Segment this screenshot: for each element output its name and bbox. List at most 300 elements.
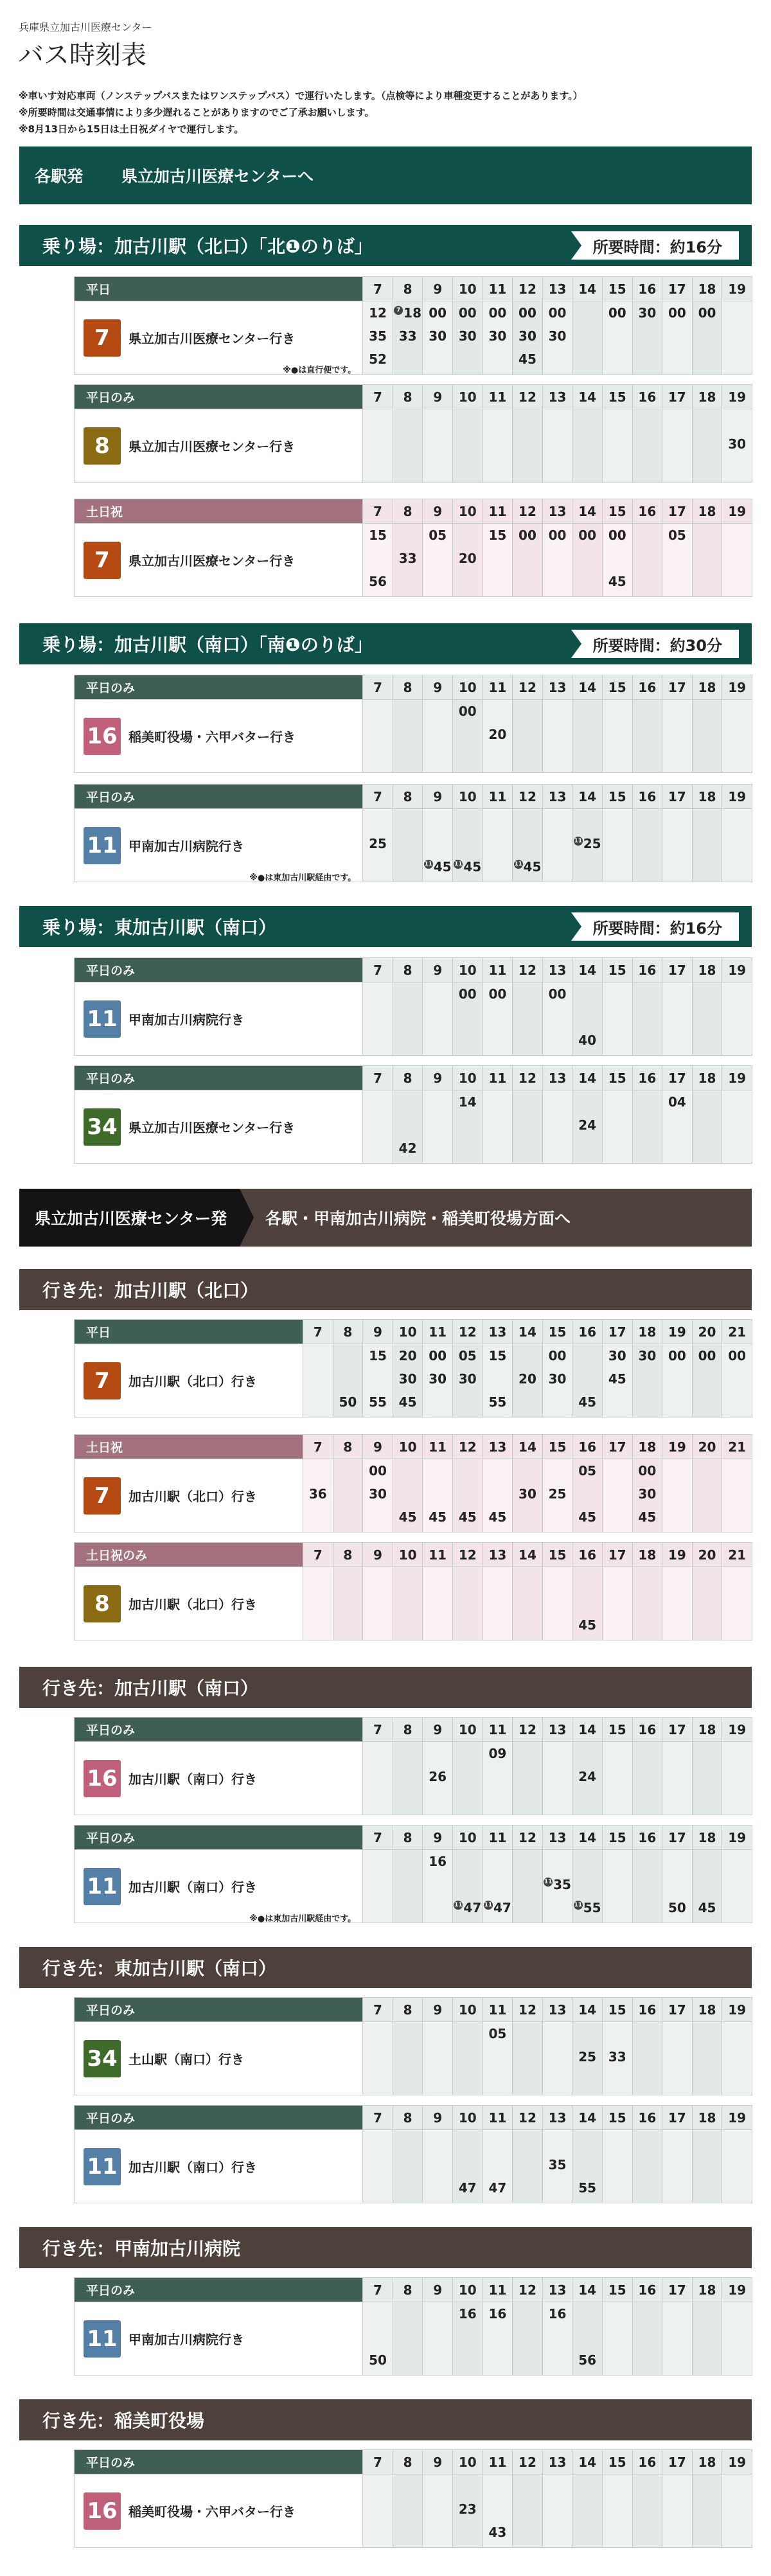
time-cell xyxy=(452,2022,483,2095)
hour-header: 19 xyxy=(722,385,752,409)
time-cell xyxy=(513,409,543,483)
hour-header: 21 xyxy=(722,1543,752,1567)
day-type-label: 土日祝のみ xyxy=(75,1543,303,1567)
departure-time: 00 xyxy=(458,986,477,1002)
departure-time: 05 xyxy=(429,528,447,543)
hour-header: 14 xyxy=(572,2106,603,2130)
time-cell xyxy=(513,2474,543,2548)
hour-header: 13 xyxy=(542,499,572,524)
time-cell xyxy=(602,1090,632,1164)
departure-time: 40 xyxy=(578,1033,597,1048)
time-cell xyxy=(722,982,752,1056)
time-cell xyxy=(452,1742,483,1815)
time-cell xyxy=(542,1742,572,1815)
hour-header: 21 xyxy=(722,1320,752,1344)
hour-header: 15 xyxy=(602,958,632,982)
departure-time: 30 xyxy=(518,328,536,344)
hour-header: 8 xyxy=(393,277,423,301)
hour-header: 17 xyxy=(662,675,693,700)
departure-time: 1145 xyxy=(514,859,542,875)
hour-header: 10 xyxy=(393,1435,423,1459)
direction-tag-text: 各駅発 xyxy=(35,167,84,186)
hour-header: 11 xyxy=(483,1066,513,1090)
route-destination: 土山駅（南口）行き xyxy=(128,2052,244,2067)
departure-time: 45 xyxy=(429,1509,447,1525)
time-cell xyxy=(452,524,483,597)
departure-time: 1125 xyxy=(574,836,601,851)
hour-header: 12 xyxy=(513,2278,543,2302)
departure-time: 30 xyxy=(728,436,747,452)
time-cell xyxy=(333,1459,363,1532)
hour-header: 8 xyxy=(393,385,423,409)
departure-time: 24 xyxy=(578,1769,597,1784)
hour-header: 17 xyxy=(602,1320,632,1344)
hour-header: 17 xyxy=(662,1825,693,1850)
direction-banner xyxy=(19,147,752,204)
route-cell xyxy=(75,2130,363,2203)
time-cell xyxy=(722,2022,752,2095)
time-cell xyxy=(692,1567,722,1640)
route-destination: 加古川駅（南口）行き xyxy=(128,1772,257,1787)
hour-header: 19 xyxy=(662,1320,693,1344)
time-cell xyxy=(363,1567,393,1640)
day-type-label: 平日のみ xyxy=(75,1718,363,1742)
route-destination: 加古川駅（南口）行き xyxy=(128,1879,257,1895)
time-cell xyxy=(423,1459,453,1532)
hour-header: 18 xyxy=(692,2278,722,2302)
time-cell xyxy=(393,809,423,882)
time-cell xyxy=(602,2022,632,2095)
hour-header: 7 xyxy=(363,1825,393,1850)
route-cell xyxy=(75,301,363,375)
time-cell xyxy=(303,1567,333,1640)
hour-header: 12 xyxy=(513,1825,543,1850)
departure-time: 00 xyxy=(548,305,567,321)
time-cell xyxy=(513,2130,543,2203)
time-cell xyxy=(572,2302,603,2376)
hour-header: 16 xyxy=(632,1825,662,1850)
hour-header: 10 xyxy=(393,1543,423,1567)
table-header-row xyxy=(75,2450,752,2474)
hour-header: 11 xyxy=(483,1998,513,2022)
hour-header: 18 xyxy=(692,1718,722,1742)
time-cell xyxy=(393,2474,423,2548)
route-destination: 甲南加古川病院行き xyxy=(128,839,244,854)
hour-header: 10 xyxy=(452,675,483,700)
departure-time: 45 xyxy=(578,1509,597,1525)
hour-header: 7 xyxy=(303,1543,333,1567)
table-row xyxy=(75,700,752,773)
hour-header: 8 xyxy=(333,1320,363,1344)
hour-header: 17 xyxy=(662,499,693,524)
hour-header: 8 xyxy=(393,2278,423,2302)
timetable xyxy=(74,1825,752,1923)
time-cell xyxy=(452,301,483,375)
day-type-label: 平日 xyxy=(75,1320,303,1344)
route-cell xyxy=(75,1742,363,1815)
hour-header: 15 xyxy=(602,785,632,809)
hour-header: 13 xyxy=(542,675,572,700)
time-cell xyxy=(363,1090,393,1164)
hour-header: 16 xyxy=(632,2106,662,2130)
time-cell xyxy=(393,1090,423,1164)
hour-header: 8 xyxy=(393,499,423,524)
route-note: ※●は東加古川駅経由です。 xyxy=(249,873,357,883)
hour-header: 7 xyxy=(363,2278,393,2302)
departure-time: 45 xyxy=(578,1394,597,1410)
hour-header: 18 xyxy=(692,499,722,524)
route-destination: 加古川駅（北口）行き xyxy=(128,1374,257,1389)
hour-header: 12 xyxy=(513,385,543,409)
time-cell xyxy=(602,1742,632,1815)
route-number-badge: 16 xyxy=(84,1760,121,1797)
hour-header: 15 xyxy=(542,1435,572,1459)
table-row xyxy=(75,524,752,597)
departure-time: 30 xyxy=(518,1486,536,1502)
departure-time: 00 xyxy=(578,528,597,543)
hour-header: 11 xyxy=(423,1543,453,1567)
hour-header: 11 xyxy=(483,1825,513,1850)
time-cell xyxy=(572,524,603,597)
departure-time: 15 xyxy=(488,528,507,543)
hour-header: 14 xyxy=(572,277,603,301)
hour-header: 13 xyxy=(542,2106,572,2130)
departure-time: 45 xyxy=(398,1509,417,1525)
timetable xyxy=(74,1319,752,1417)
time-cell xyxy=(542,2130,572,2203)
hour-header: 15 xyxy=(542,1320,572,1344)
note-line: ※車いす対応車両（ノンステップバスまたはワンステップバス）で運行いたします。（点検等により車種変更することがあります。） xyxy=(19,90,583,102)
hour-header: 9 xyxy=(423,785,453,809)
time-cell xyxy=(542,1850,572,1923)
section-title: 行き先：甲南加古川病院 xyxy=(42,2238,241,2259)
section-banner xyxy=(19,1269,752,1310)
time-cell xyxy=(632,1459,662,1532)
hour-header: 10 xyxy=(452,2278,483,2302)
section-title: 乗り場：東加古川駅（南口） xyxy=(42,917,277,938)
time-cell xyxy=(423,2474,453,2548)
section-banner xyxy=(19,623,752,664)
day-type-label: 土日祝 xyxy=(75,499,363,524)
hour-header: 16 xyxy=(632,277,662,301)
departure-time: 00 xyxy=(638,1463,657,1479)
time-cell xyxy=(542,700,572,773)
time-cell xyxy=(602,2130,632,2203)
departure-time: 33 xyxy=(398,328,417,344)
hour-header: 12 xyxy=(513,1066,543,1090)
time-cell xyxy=(483,1459,513,1532)
route-number-badge: 34 xyxy=(84,2040,121,2077)
time-cell xyxy=(572,409,603,483)
section-title: 乗り場：加古川駅（南口）「南❶のりば」 xyxy=(42,634,373,655)
route-cell xyxy=(75,2474,363,2548)
timetable xyxy=(74,499,752,597)
departure-time: 30 xyxy=(398,1371,417,1387)
hour-header: 18 xyxy=(632,1543,662,1567)
time-cell xyxy=(513,2022,543,2095)
time-cell xyxy=(572,301,603,375)
route-number-badge: 11 xyxy=(84,1000,121,1038)
hour-header: 12 xyxy=(513,1718,543,1742)
hour-header: 8 xyxy=(393,1998,423,2022)
hour-header: 8 xyxy=(393,1066,423,1090)
route-cell xyxy=(75,409,363,483)
hour-header: 9 xyxy=(423,385,453,409)
hour-header: 13 xyxy=(542,1718,572,1742)
time-cell xyxy=(333,1567,363,1640)
time-cell xyxy=(542,2022,572,2095)
note-line: ※所要時間は交通事情により多少遅れることがありますのでご了承お願いします。 xyxy=(19,107,375,118)
time-cell xyxy=(483,2474,513,2548)
hour-header: 15 xyxy=(602,2278,632,2302)
time-cell xyxy=(692,524,722,597)
time-cell xyxy=(542,524,572,597)
route-number-badge: 7 xyxy=(84,1362,121,1399)
time-cell xyxy=(602,1850,632,1923)
hour-header: 10 xyxy=(452,785,483,809)
hour-header: 7 xyxy=(303,1320,333,1344)
timetable xyxy=(74,1542,752,1640)
hour-header: 14 xyxy=(572,675,603,700)
time-cell xyxy=(363,1459,393,1532)
time-cell xyxy=(423,982,453,1056)
section-banner xyxy=(19,906,752,947)
route-cell xyxy=(75,982,363,1056)
time-cell xyxy=(542,1090,572,1164)
time-cell xyxy=(632,1344,662,1417)
departure-time: 56 xyxy=(369,574,387,589)
section-title: 行き先：稲美町役場 xyxy=(42,2410,205,2431)
time-cell xyxy=(572,1459,603,1532)
hour-header: 9 xyxy=(423,1718,453,1742)
time-cell xyxy=(542,1344,572,1417)
time-cell xyxy=(542,301,572,375)
time-cell xyxy=(423,524,453,597)
table-row xyxy=(75,2302,752,2376)
departure-time: 20 xyxy=(398,1348,417,1364)
hour-header: 18 xyxy=(692,2106,722,2130)
time-cell xyxy=(602,2302,632,2376)
departure-time: 50 xyxy=(668,1900,686,1915)
timetable xyxy=(74,2105,752,2203)
departure-time: 36 xyxy=(308,1486,327,1502)
day-type-label: 平日のみ xyxy=(75,2450,363,2474)
hour-header: 17 xyxy=(662,2278,693,2302)
departure-time: 00 xyxy=(458,305,477,321)
table-row xyxy=(75,301,752,375)
time-cell xyxy=(632,2474,662,2548)
time-cell xyxy=(423,1567,453,1640)
hour-header: 16 xyxy=(632,385,662,409)
departure-time: 55 xyxy=(488,1394,507,1410)
day-type-label: 平日のみ xyxy=(75,785,363,809)
hour-header: 11 xyxy=(423,1435,453,1459)
departure-time: 35 xyxy=(369,328,387,344)
time-cell xyxy=(483,409,513,483)
timetable xyxy=(74,384,752,483)
departure-time: 05 xyxy=(458,1348,477,1364)
time-cell xyxy=(602,1567,632,1640)
direction-text: 県立加古川医療センターへ xyxy=(121,167,314,186)
time-cell xyxy=(363,700,393,773)
route-note: ※●は直行便です。 xyxy=(283,366,357,375)
time-cell xyxy=(662,1742,693,1815)
departure-time: 00 xyxy=(518,305,536,321)
hour-header: 13 xyxy=(542,1825,572,1850)
route-note: ※●は東加古川駅経由です。 xyxy=(249,1914,357,1924)
hour-header: 20 xyxy=(692,1320,722,1344)
hour-header: 9 xyxy=(423,958,453,982)
direction-text: 各駅・甲南加古川病院・稲美町役場方面へ xyxy=(265,1209,571,1228)
departure-time: 55 xyxy=(578,2180,597,2196)
hour-header: 9 xyxy=(423,1998,453,2022)
time-cell xyxy=(722,1567,752,1640)
time-cell xyxy=(692,409,722,483)
direction-tag xyxy=(19,147,96,204)
hour-header: 15 xyxy=(602,1718,632,1742)
time-cell xyxy=(632,1850,662,1923)
hour-header: 19 xyxy=(722,958,752,982)
time-cell xyxy=(452,1850,483,1923)
time-cell xyxy=(452,809,483,882)
departure-time: 45 xyxy=(608,1371,626,1387)
time-cell xyxy=(602,524,632,597)
day-type-label: 土日祝 xyxy=(75,1435,303,1459)
route-cell xyxy=(75,809,363,882)
hour-header: 20 xyxy=(692,1435,722,1459)
hour-header: 10 xyxy=(452,1066,483,1090)
time-cell xyxy=(363,1742,393,1815)
departure-time: 20 xyxy=(458,551,477,566)
timetable xyxy=(74,1434,752,1532)
time-cell xyxy=(483,1850,513,1923)
time-cell xyxy=(513,1459,543,1532)
departure-time: 1145 xyxy=(424,859,452,875)
hour-header: 12 xyxy=(513,785,543,809)
day-type-label: 平日のみ xyxy=(75,675,363,700)
hour-header: 12 xyxy=(452,1543,483,1567)
hour-header: 10 xyxy=(452,1998,483,2022)
direction-tag xyxy=(19,1189,240,1247)
time-cell xyxy=(483,2302,513,2376)
time-cell xyxy=(692,2130,722,2203)
hour-header: 17 xyxy=(662,1998,693,2022)
hour-header: 19 xyxy=(662,1543,693,1567)
time-cell xyxy=(722,1344,752,1417)
time-cell xyxy=(513,524,543,597)
hour-header: 8 xyxy=(393,1718,423,1742)
time-cell xyxy=(393,301,423,375)
hour-header: 14 xyxy=(572,1066,603,1090)
time-cell xyxy=(632,700,662,773)
departure-time: 45 xyxy=(698,1900,716,1915)
time-cell xyxy=(632,301,662,375)
departure-time: 14 xyxy=(458,1094,477,1110)
time-cell xyxy=(722,301,752,375)
route-destination: 加古川駅（南口）行き xyxy=(128,2160,257,2175)
time-cell xyxy=(692,982,722,1056)
departure-time: 1135 xyxy=(544,1877,571,1892)
hour-header: 14 xyxy=(572,1825,603,1850)
departure-time: 23 xyxy=(458,2501,477,2517)
time-cell xyxy=(632,409,662,483)
hour-header: 12 xyxy=(513,2106,543,2130)
time-cell xyxy=(423,1344,453,1417)
time-cell xyxy=(722,1459,752,1532)
time-cell xyxy=(572,1850,603,1923)
timetable xyxy=(74,276,752,375)
departure-time: 30 xyxy=(608,1348,626,1364)
hour-header: 17 xyxy=(662,785,693,809)
table-header-row xyxy=(75,2106,752,2130)
hour-header: 15 xyxy=(542,1543,572,1567)
time-cell xyxy=(483,700,513,773)
time-cell xyxy=(363,524,393,597)
time-cell xyxy=(452,409,483,483)
section-banner xyxy=(19,1947,752,1988)
hour-header: 12 xyxy=(513,277,543,301)
hour-header: 16 xyxy=(572,1435,603,1459)
hour-header: 13 xyxy=(542,1998,572,2022)
hour-header: 11 xyxy=(483,1718,513,1742)
hour-header: 19 xyxy=(722,675,752,700)
hour-header: 19 xyxy=(722,1825,752,1850)
hour-header: 17 xyxy=(662,277,693,301)
section-banner xyxy=(19,225,752,266)
time-cell xyxy=(363,1850,393,1923)
time-cell xyxy=(692,2474,722,2548)
time-cell xyxy=(542,2474,572,2548)
departure-time: 45 xyxy=(518,351,536,367)
departure-time: 15 xyxy=(369,528,387,543)
day-type-label: 平日 xyxy=(75,277,363,301)
departure-time: 52 xyxy=(369,351,387,367)
hour-header: 18 xyxy=(692,2450,722,2474)
section-banner xyxy=(19,1667,752,1708)
hour-header: 14 xyxy=(572,2450,603,2474)
hour-header: 17 xyxy=(662,2106,693,2130)
departure-time: 05 xyxy=(488,2026,507,2041)
timetable xyxy=(74,675,752,773)
time-cell xyxy=(423,409,453,483)
time-cell xyxy=(572,2130,603,2203)
hour-header: 8 xyxy=(393,2106,423,2130)
departure-time: 47 xyxy=(458,2180,477,2196)
table-row xyxy=(75,1459,752,1532)
hour-header: 14 xyxy=(513,1320,543,1344)
marker-icon: 11 xyxy=(484,1901,493,1908)
route-destination: 県立加古川医療センター行き xyxy=(128,553,296,569)
hour-header: 8 xyxy=(393,675,423,700)
time-cell xyxy=(662,2022,693,2095)
day-type-label: 平日のみ xyxy=(75,1998,363,2022)
time-cell xyxy=(602,2474,632,2548)
hour-header: 13 xyxy=(542,385,572,409)
hour-header: 10 xyxy=(452,499,483,524)
hour-header: 9 xyxy=(423,2278,453,2302)
table-header-row xyxy=(75,958,752,982)
hour-header: 16 xyxy=(632,2450,662,2474)
hour-header: 9 xyxy=(423,2106,453,2130)
hour-header: 18 xyxy=(632,1435,662,1459)
time-cell xyxy=(722,1090,752,1164)
departure-time: 50 xyxy=(369,2352,387,2368)
hour-header: 13 xyxy=(542,958,572,982)
table-header-row xyxy=(75,277,752,301)
time-cell xyxy=(692,1742,722,1815)
time-cell xyxy=(572,2474,603,2548)
time-cell xyxy=(452,2474,483,2548)
